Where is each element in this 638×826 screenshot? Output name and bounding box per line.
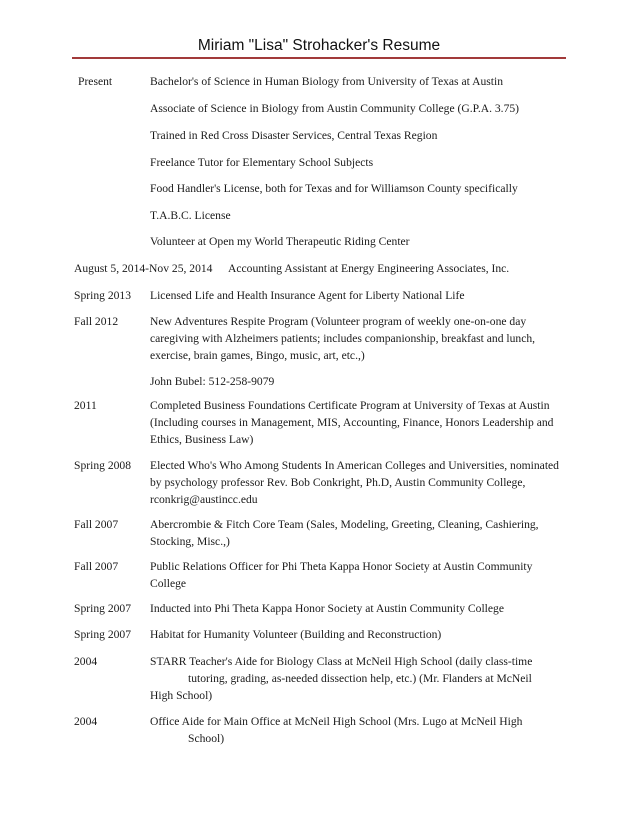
entry-date: Fall 2007 (74, 518, 119, 531)
entry-date: Fall 2007 (74, 560, 119, 573)
entry-line: School) (188, 732, 225, 745)
entry-line: tutoring, grading, as-needed dissection help, etc.) (Mr. Flanders at McNeil (188, 672, 532, 685)
entry-date: Fall 2012 (74, 315, 119, 328)
entry-description: Completed Business Foundations Certificate Program at University of Texas at Austin (Including courses in Management, MIS, Accounting, Finance, Honors Leadership and Ethics, Business Law) (150, 399, 554, 446)
entry-description: Elected Who's Who Among Students In American Colleges and Universities, nominated by psychology professor Rev. Bob Conkright, Ph.D, Austin Community College, rconkrig@austincc.edu (150, 459, 559, 506)
entry-description (150, 713, 564, 747)
entry-description: Accounting Assistant at Energy Engineering Associates, Inc. (228, 262, 510, 275)
entry-description: T.A.B.C. License (150, 209, 231, 222)
entry-description: Public Relations Officer for Phi Theta Kappa Honor Society at Austin Community College (150, 560, 533, 590)
entry-description: Volunteer at Open my World Therapeutic Riding Center (150, 235, 410, 248)
entry-description: Licensed Life and Health Insurance Agent for Liberty National Life (150, 289, 465, 302)
entry-date: Present (78, 75, 113, 88)
entry-date: Spring 2013 (74, 289, 132, 302)
entry-date: Spring 2007 (74, 602, 132, 615)
entry-description: Inducted into Phi Theta Kappa Honor Society at Austin Community College (150, 602, 504, 615)
entry-line: High School) (150, 689, 213, 702)
entry-description: Abercrombie & Fitch Core Team (Sales, Modeling, Greeting, Cleaning, Cashiering, Stocking, Misc.,) (150, 518, 539, 548)
entry-description (150, 653, 564, 704)
entry-date: Spring 2008 (74, 459, 132, 472)
page-title: Miriam "Lisa" Strohacker's Resume (197, 37, 441, 54)
reference-contact: John Bubel: 512-258-9079 (150, 375, 275, 388)
entry-description: New Adventures Respite Program (Volunteer program of weekly one-on-one day caregiving with Alzheimers patients; includes companionship, breakfast and lunch, exercise, brain games, Bingo, music, art, etc.,) (150, 315, 536, 362)
entry-description: Food Handler's License, both for Texas and for Williamson County specifically (150, 182, 518, 195)
entry-date: Spring 2007 (74, 628, 132, 641)
entry-date: 2004 (74, 655, 98, 668)
entry-line: STARR Teacher's Aide for Biology Class at McNeil High School (daily class-time (150, 655, 533, 668)
entry-description: Trained in Red Cross Disaster Services, Central Texas Region (150, 129, 438, 142)
entry-description: Habitat for Humanity Volunteer (Building and Reconstruction) (150, 628, 442, 641)
entry-date: August 5, 2014-Nov 25, 2014 (74, 262, 213, 275)
entry-date: 2004 (74, 715, 98, 728)
entry-description: Associate of Science in Biology from Austin Community College (G.P.A. 3.75) (150, 102, 520, 115)
entry-description: Freelance Tutor for Elementary School Subjects (150, 156, 374, 169)
entry-date: 2011 (74, 399, 97, 412)
entry-line: Office Aide for Main Office at McNeil High School (Mrs. Lugo at McNeil High (150, 715, 523, 728)
entry-description: Bachelor's of Science in Human Biology from University of Texas at Austin (150, 75, 503, 88)
title-divider (72, 57, 566, 59)
